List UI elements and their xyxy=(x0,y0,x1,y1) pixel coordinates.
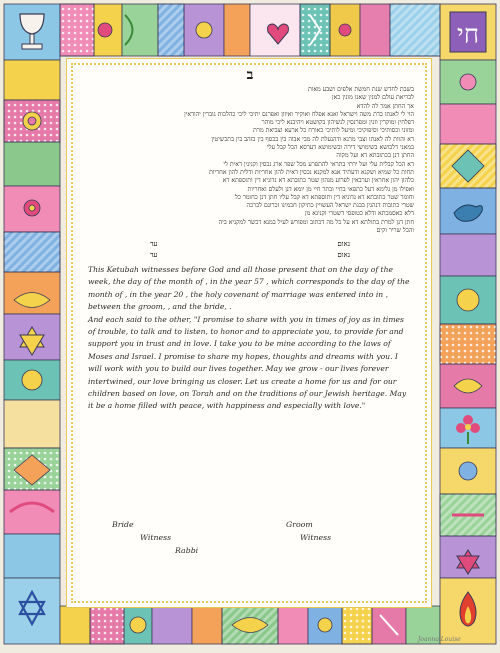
hebrew-heading-letter: ב xyxy=(246,67,254,83)
witness-signature-label: Witness xyxy=(140,533,172,542)
hebrew-line: החתן דנן בכתובתא דא ועל מקוה xyxy=(336,152,414,160)
hebrew-line: אך החתן אמר לה להדא xyxy=(356,102,414,110)
dove-icon xyxy=(450,193,486,231)
hebrew-signature-left: עד xyxy=(150,251,158,259)
star-of-david-icon xyxy=(452,548,484,576)
hebrew-signature-right: נאום xyxy=(337,251,350,259)
hebrew-line: במאני דלבושא בשימושי דירה ובשימושא דערסא הכל קבל עלי xyxy=(266,144,414,152)
english-text xyxy=(88,264,413,413)
hebrew-line: דלא כאסמכתא ודלא כטופסי דשטרי וקנינא מן xyxy=(305,210,414,218)
hebrew-line: וחומר שטר כתובתא דא נדוניא דין ותוספתא דא קבל עליו חתן דנן כחומר כל xyxy=(234,193,414,201)
kiddush-cup-icon xyxy=(12,10,52,54)
witness-signature-label: Witness xyxy=(300,533,332,542)
hebrew-line: כלהון יהון אחראין וערבאין לפרוע מנהון שטר כתובתא דא נדוניא דין ותוספתא דא xyxy=(222,177,414,185)
chai-icon xyxy=(448,10,488,54)
hebrew-signature-right: נאום xyxy=(337,240,350,248)
groom-signature-label: Groom xyxy=(286,520,313,529)
hebrew-line: הוי לי לאנתו כדת משה וישראל ואנא אפלח ואוקיר ואיזון ואפרנס יתיכי ליכי כהלכות גוברין יהודאין xyxy=(184,110,414,118)
hebrew-signature-left: עד xyxy=(150,240,158,248)
english-paragraph: And each said to the other, "I promise to share with you in times of joy as in times of trouble, to talk and to listen, to honor and to appreciate you, to provide for and support you in trust and in love. I take you to be mine according to the laws of Moses and Israel. I promise to share my hopes, thoughts and dreams with you. I will work with you to build our lives together. May we grow - our lives forever intertwined, our love bringing us closer. Let us create a home for us and for our children based on love, on Torah and on the traditions of our Jewish heritage. May it be a home filled with peace, with happiness and especially with love." xyxy=(88,314,407,411)
english-paragraph: This Ketubah witnesses before God and all those present that on the day of the week, the day of the month of , in the year 57 , which corresponds to the day of the month of , in the year 20 , the holy covenant of marriage was entered into in , between the groom, , and the bride, . xyxy=(88,265,410,312)
rabbi-signature-label: Rabbi xyxy=(175,546,199,555)
svg-text:חי: חי xyxy=(456,20,480,50)
hebrew-line: ומזוני וכסותיכי וסיפוקיכי ומיעל לותיכי כאורח כל ארעא וצביאת מרת xyxy=(253,127,414,135)
hebrew-line: תחות כל שמיא ושקנא ודעתיד אנא למקנא נכסין דאית להון אחריות ודלית להון אחריות xyxy=(209,168,414,176)
hebrew-line: חתן דנן למרת בתולתא דא על כל מה דכתוב ומפורש לעיל במנא דכשר למקניא ביה xyxy=(218,218,414,226)
hebrew-line: בשבת לחדש שנת חמשת אלפים ושבע מאות xyxy=(307,86,414,93)
hebrew-text xyxy=(86,86,414,235)
hebrew-signatures xyxy=(150,240,350,262)
bride-signature-label: Bride xyxy=(112,520,134,529)
flower-icon xyxy=(452,410,484,446)
hebrew-line: לבריאת עולם למנין שאנו מונין כאן xyxy=(332,94,414,102)
heart-icon xyxy=(264,18,292,48)
flame-icon xyxy=(448,586,488,636)
hebrew-line: דא הכל קבלית עלי ועל ירתי בתראי להתפרע מכל שפר ארג נכסין וקנינין דאית לי xyxy=(223,160,414,168)
hebrew-line: דפלחין ומוקרין וזנין ומפרנסין לנשיהון בקושטא ויהיבנא ליכי מוהר xyxy=(261,119,414,127)
hebrew-line: והכל שריר וקים xyxy=(376,227,414,235)
artist-signature: Joanna Louise xyxy=(418,636,461,643)
hebrew-line: ואפילו מן גלימא דעל כתפאי בחיי ובתר חיי מן יומא דנן ולעלם ואחריות xyxy=(247,185,414,193)
star-of-david-icon xyxy=(16,325,48,357)
hebrew-line: שטרי כתובות דנהגין בבנת ישראל העשויין כתיקון חכמינו זכרונם לברכה xyxy=(246,202,414,210)
hebrew-line: דא והוות לה לאנתו וצבי מרנא ודהנעלת לה מבי אבוה בין בכסף בין בזהב בין בתכשיטין xyxy=(211,135,414,143)
star-of-david-icon xyxy=(12,586,52,636)
